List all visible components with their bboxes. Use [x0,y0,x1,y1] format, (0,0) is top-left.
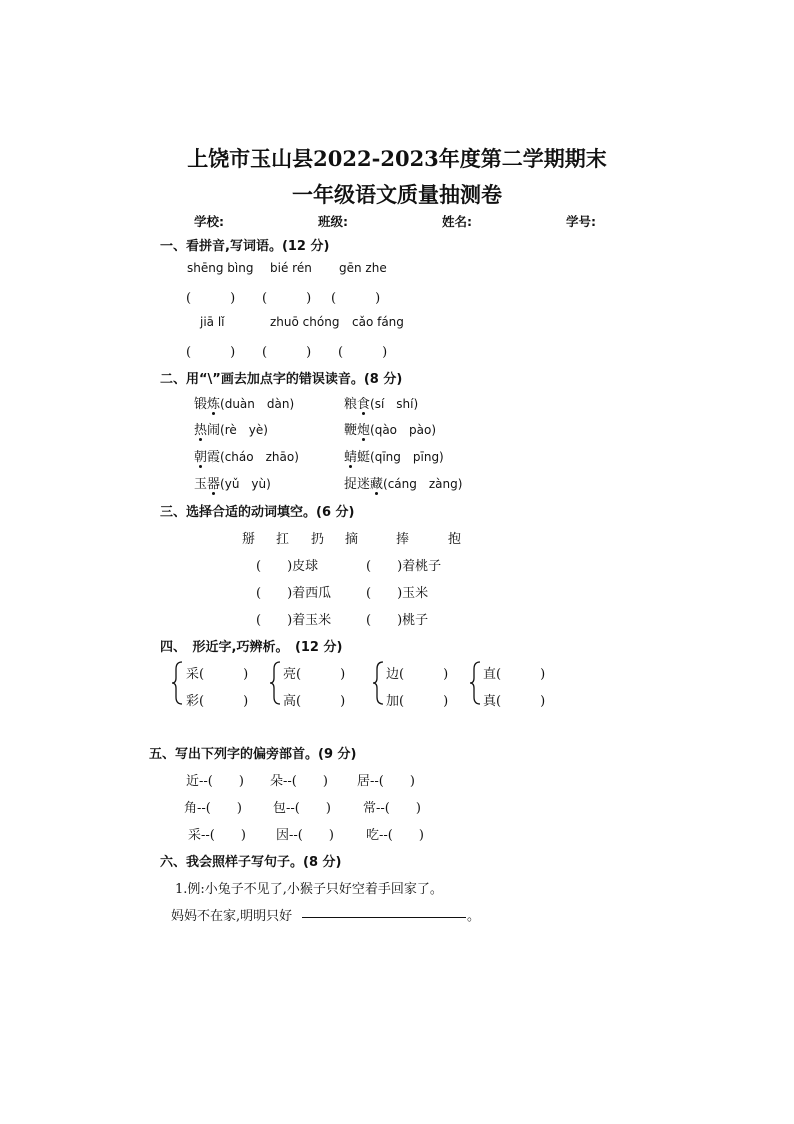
char-item[interactable]: 直( ) [483,667,546,682]
word-char: 闹 [207,423,221,438]
verb-option: 抱 [448,532,462,547]
exam-title-line1: 上饶市玉山县2022-2023年度第二学期期末 [187,146,607,171]
class-label: 班级: [318,214,348,229]
brace-icon [470,661,482,705]
radical-item[interactable]: 因--( ) [276,828,334,843]
char-item[interactable]: 真( ) [483,694,546,709]
dotted-char: 朝 [194,450,208,465]
reading-item [194,446,299,465]
word-char: 捉迷 [344,477,371,492]
reading-item [344,446,444,465]
example-sentence: 1.例:小兔子不见了,小猴子只好空着手回家了。 [175,882,443,897]
char-item[interactable]: 边( ) [386,667,449,682]
fill-item[interactable]: ( )玉米 [366,586,429,601]
name-label: 姓名: [442,214,472,229]
brace-icon [270,661,282,705]
pinyin-word: shēng bìng [187,261,254,275]
radical-item[interactable]: 吃--( ) [366,828,424,843]
radical-item[interactable]: 采--( ) [188,828,246,843]
verb-option: 扔 [311,532,325,547]
answer-blank[interactable]: ( ) [262,291,312,306]
char-item[interactable]: 加( ) [386,694,449,709]
dotted-char: 器 [207,477,221,492]
reading-item [194,473,271,492]
reading-options[interactable]: (qīng pīng) [370,450,444,464]
char-item[interactable]: 彩( ) [186,694,249,709]
word-char: 锻 [194,397,208,412]
radical-item[interactable]: 朵--( ) [270,774,328,789]
radical-item[interactable]: 角--( ) [184,801,242,816]
section1-title: 一、看拼音,写词语。(12 分) [160,239,330,254]
word-char: 粮 [344,397,358,412]
reading-item [344,473,462,492]
verb-option: 扛 [276,532,290,547]
dotted-char: 食 [357,397,371,412]
reading-item [344,419,436,438]
verb-option: 捧 [396,532,410,547]
student-id-label: 学号: [566,214,596,229]
pinyin-word: jiā lǐ [200,315,225,329]
char-item[interactable]: 采( ) [186,667,249,682]
verb-option: 摘 [345,532,359,547]
word-char: 蜓 [357,450,371,465]
section5-title: 五、写出下列字的偏旁部首。(9 分) [149,747,357,762]
reading-options[interactable]: (duàn dàn) [220,397,295,411]
reading-options[interactable]: (sí shí) [370,397,419,411]
word-char: 霞 [207,450,221,465]
section2-title: 二、用“\”画去加点字的错误读音。(8 分) [160,372,403,387]
exam-title-line2: 一年级语文质量抽测卷 [292,182,502,207]
answer-blank[interactable]: ( ) [186,345,236,360]
pinyin-word: zhuō chóng [270,315,340,329]
brace-icon [373,661,385,705]
radical-item[interactable]: 居--( ) [357,774,415,789]
pinyin-word: cǎo fáng [352,315,404,329]
reading-options[interactable]: (rè yè) [220,423,268,437]
sentence-end: 。 [467,909,481,924]
dotted-char: 炮 [357,423,371,438]
dotted-char: 热 [194,423,208,438]
radical-item[interactable]: 近--( ) [186,774,244,789]
word-char: 鞭 [344,423,358,438]
word-char: 玉 [194,477,208,492]
answer-blank[interactable]: ( ) [186,291,236,306]
school-label: 学校: [194,214,224,229]
reading-item [194,419,268,438]
verb-option: 掰 [242,532,256,547]
fill-item[interactable]: ( )桃子 [366,613,429,628]
section4-title: 四、 形近字,巧辨析。 (12 分) [160,640,343,655]
char-item[interactable]: 亮( ) [283,667,346,682]
fill-item[interactable]: ( )皮球 [256,559,319,574]
answer-blank[interactable]: ( ) [331,291,381,306]
sentence-prompt: 妈妈不在家,明明只好 [171,909,293,924]
dotted-char: 蜻 [344,450,358,465]
dotted-char: 藏 [370,477,384,492]
reading-options[interactable]: (qào pào) [370,423,437,437]
fill-item[interactable]: ( )着西瓜 [256,586,332,601]
reading-options[interactable]: (cháo zhāo) [220,450,299,464]
reading-options[interactable]: (yǔ yù) [220,477,271,491]
fill-item[interactable]: ( )着桃子 [366,559,442,574]
reading-options[interactable]: (cáng zàng) [383,477,463,491]
reading-item [344,393,418,412]
dotted-char: 炼 [207,397,221,412]
answer-blank[interactable]: ( ) [338,345,388,360]
pinyin-word: bié rén [270,261,312,275]
section3-title: 三、选择合适的动词填空。(6 分) [160,505,355,520]
radical-item[interactable]: 常--( ) [363,801,421,816]
pinyin-word: gēn zhe [339,261,387,275]
answer-line[interactable] [302,917,466,918]
brace-icon [172,661,184,705]
char-item[interactable]: 高( ) [283,694,346,709]
reading-item [194,393,294,412]
section6-title: 六、我会照样子写句子。(8 分) [160,855,342,870]
radical-item[interactable]: 包--( ) [273,801,331,816]
answer-blank[interactable]: ( ) [262,345,312,360]
fill-item[interactable]: ( )着玉米 [256,613,332,628]
